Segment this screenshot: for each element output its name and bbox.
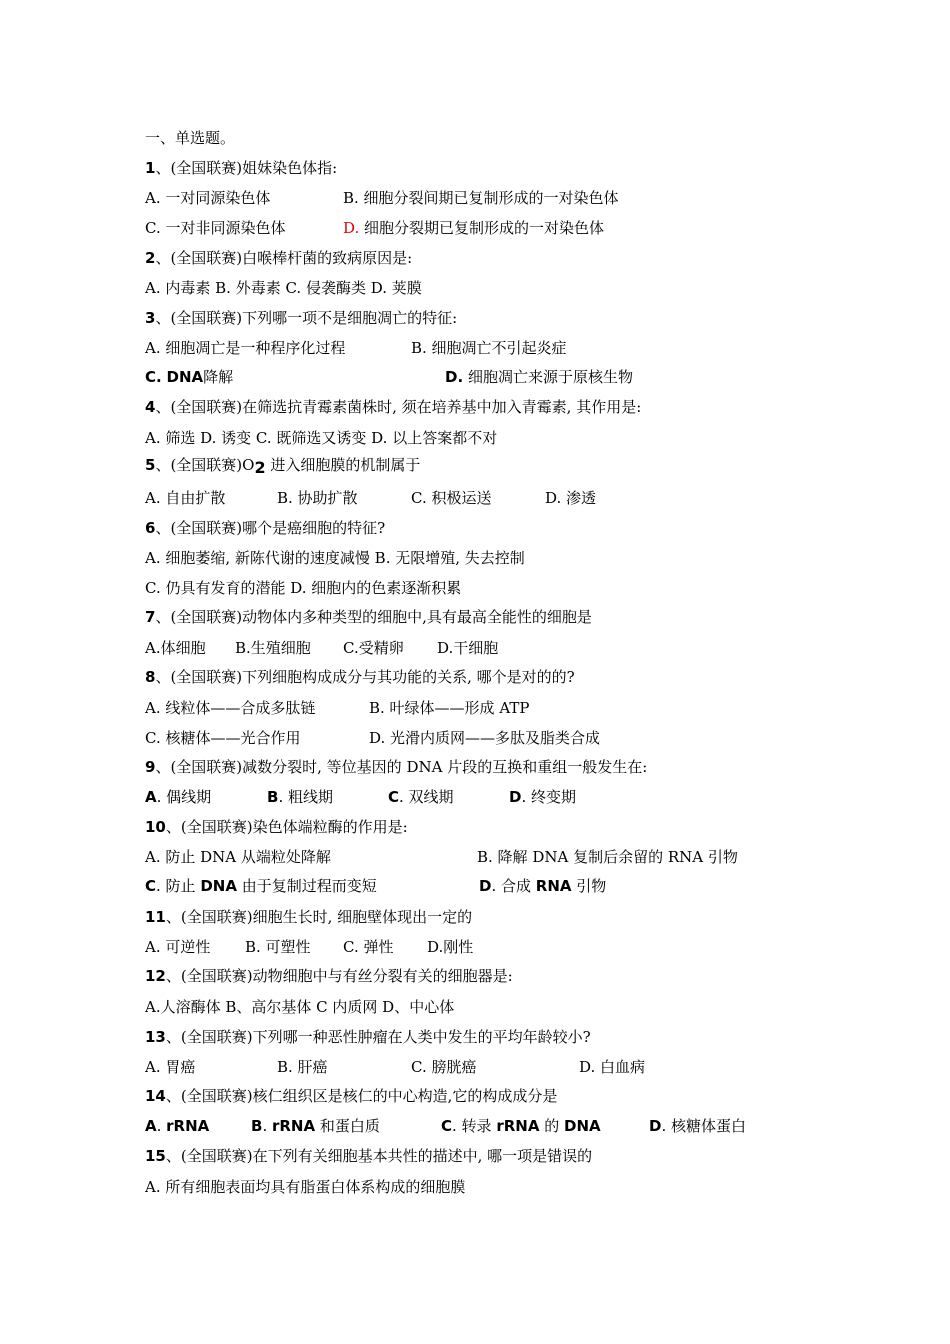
options-row bbox=[145, 937, 474, 957]
options-row bbox=[145, 488, 597, 508]
option-d-text-tail: 引物 bbox=[571, 877, 607, 895]
option-d-letter: D. bbox=[445, 368, 464, 386]
question-number: 8 bbox=[145, 668, 156, 686]
option-d: D. 光滑内质网——多肽及脂类合成 bbox=[369, 729, 601, 747]
question-8 bbox=[145, 667, 575, 687]
option-c-letter: C bbox=[388, 788, 400, 806]
options-row bbox=[145, 1057, 646, 1077]
option-c: C. 一对非同源染色体 bbox=[145, 219, 286, 237]
question-number: 5 bbox=[145, 456, 156, 474]
option-a: A. 胃癌 bbox=[145, 1058, 196, 1076]
option-d: D.干细胞 bbox=[437, 639, 499, 657]
question-text: 、(全国联赛)姐妹染色体指: bbox=[155, 159, 338, 177]
question-text: 、(全国联赛)细胞生长时, 细胞壁体现出一定的 bbox=[165, 908, 473, 926]
question-text: 、(全国联赛)在筛选抗青霉素菌株时, 须在培养基中加入青霉素, 其作用是: bbox=[155, 398, 642, 416]
option-d: D. 渗透 bbox=[545, 489, 597, 507]
question-text: 、(全国联赛)哪个是癌细胞的特征? bbox=[155, 519, 386, 537]
options-row bbox=[145, 1116, 746, 1136]
option-d-letter: D. bbox=[343, 219, 360, 237]
question-text: 、(全国联赛)下列哪一种恶性肿瘤在人类中发生的平均年龄较小? bbox=[165, 1028, 591, 1046]
question-5 bbox=[145, 455, 420, 475]
question-text: 、(全国联赛)下列细胞构成成分与其功能的关系, 哪个是对的的? bbox=[155, 668, 575, 686]
question-number: 14 bbox=[145, 1087, 166, 1105]
options-line: A. 筛选 D. 诱变 C. 既筛选又诱变 D. 以上答案都不对 bbox=[145, 429, 498, 447]
question-number: 4 bbox=[145, 398, 156, 416]
question-number: 1 bbox=[145, 159, 156, 177]
dna-label: DNA bbox=[564, 1117, 601, 1135]
option-d-text: 细胞分裂期已复制形成的一对染色体 bbox=[359, 219, 605, 237]
question-3 bbox=[145, 308, 457, 328]
option-c: C.受精卵 bbox=[343, 639, 404, 657]
option-c-text-mid: 的 bbox=[539, 1117, 564, 1135]
dna-label: DNA bbox=[166, 368, 204, 386]
options-row bbox=[145, 218, 605, 238]
question-4 bbox=[145, 397, 641, 417]
rrna-label: rRNA bbox=[166, 1117, 210, 1135]
option-a: A. 防止 DNA 从端粒处降解 bbox=[145, 848, 331, 866]
option-c-text: . 转录 bbox=[452, 1117, 497, 1135]
question-13 bbox=[145, 1027, 591, 1047]
option-d-letter: D bbox=[649, 1117, 662, 1135]
option-b: B. 细胞凋亡不引起炎症 bbox=[411, 339, 567, 357]
option-a: A. 所有细胞表面均具有脂蛋白体系构成的细胞膜 bbox=[145, 1178, 466, 1196]
question-2 bbox=[145, 248, 412, 268]
question-text: 、(全国联赛)染色体端粒酶的作用是: bbox=[165, 818, 408, 836]
question-number: 9 bbox=[145, 758, 156, 776]
options-row bbox=[145, 578, 461, 598]
question-1 bbox=[145, 158, 337, 178]
options-row bbox=[145, 428, 497, 448]
question-10 bbox=[145, 817, 408, 837]
question-6 bbox=[145, 518, 385, 538]
rrna-label: rRNA bbox=[271, 1117, 316, 1135]
question-number: 12 bbox=[145, 967, 166, 985]
question-15 bbox=[145, 1146, 592, 1166]
options-row bbox=[145, 728, 601, 748]
question-text: 、(全国联赛)核仁组织区是核仁的中心构造,它的构成成分是 bbox=[165, 1087, 558, 1105]
option-a-text: . 偶线期 bbox=[156, 788, 212, 806]
option-c: C. 弹性 bbox=[343, 938, 394, 956]
question-number: 3 bbox=[145, 309, 156, 327]
question-14 bbox=[145, 1086, 557, 1106]
option-c-letter: C. bbox=[145, 368, 162, 386]
question-text: 、(全国联赛)动物体内多种类型的细胞中,具有最高全能性的细胞是 bbox=[155, 608, 592, 626]
option-a: A. 线粒体——合成多肽链 bbox=[145, 699, 316, 717]
rrna-label: rRNA bbox=[496, 1117, 540, 1135]
question-7 bbox=[145, 607, 592, 627]
question-12 bbox=[145, 966, 513, 986]
options-row bbox=[145, 188, 619, 208]
option-b: B.生殖细胞 bbox=[235, 639, 311, 657]
option-a-letter: A bbox=[145, 788, 157, 806]
option-b-letter: B bbox=[251, 1117, 263, 1135]
options-row bbox=[145, 278, 422, 298]
option-a: A. 自由扩散 bbox=[145, 489, 226, 507]
options-row bbox=[145, 847, 738, 867]
question-text: 、(全国联赛)O bbox=[155, 456, 255, 474]
option-b: B. 降解 DNA 复制后余留的 RNA 引物 bbox=[477, 848, 738, 866]
option-a-sep: . bbox=[156, 1117, 167, 1135]
option-b-letter: B bbox=[267, 788, 279, 806]
question-11 bbox=[145, 907, 472, 927]
option-c-text: . 防止 bbox=[156, 877, 201, 895]
question-text-tail: 进入细胞膜的机制属于 bbox=[265, 456, 421, 474]
option-b: B. 协助扩散 bbox=[277, 489, 358, 507]
option-a: A. 细胞凋亡是一种程序化过程 bbox=[145, 339, 346, 357]
option-a: A. 可逆性 bbox=[145, 938, 211, 956]
question-text: 、(全国联赛)减数分裂时, 等位基因的 DNA 片段的互换和重组一般发生在: bbox=[155, 758, 648, 776]
option-d-text: . 核糖体蛋白 bbox=[661, 1117, 746, 1135]
question-number: 2 bbox=[145, 249, 156, 267]
option-c: C. 积极运送 bbox=[411, 489, 492, 507]
option-a-letter: A bbox=[145, 1117, 157, 1135]
option-d-letter: D bbox=[479, 877, 492, 895]
option-d-text: . 终变期 bbox=[521, 788, 576, 806]
option-b-text: 和蛋白质 bbox=[315, 1117, 380, 1135]
options-row bbox=[145, 698, 530, 718]
option-b: B. 可塑性 bbox=[245, 938, 311, 956]
options-row bbox=[145, 876, 607, 896]
options-row bbox=[145, 787, 576, 807]
question-number: 15 bbox=[145, 1147, 166, 1165]
option-a: A. 一对同源染色体 bbox=[145, 189, 271, 207]
option-c-text: 降解 bbox=[203, 368, 234, 386]
question-text: 、(全国联赛)白喉棒杆菌的致病原因是: bbox=[155, 249, 413, 267]
question-9 bbox=[145, 757, 647, 777]
option-d: D. 白血病 bbox=[579, 1058, 646, 1076]
question-number: 10 bbox=[145, 818, 166, 836]
options-row bbox=[145, 997, 454, 1017]
options-line: A. 细胞萎缩, 新陈代谢的速度减慢 B. 无限增殖, 失去控制 bbox=[145, 549, 525, 567]
options-row bbox=[145, 548, 525, 568]
option-c-text: . 双线期 bbox=[399, 788, 454, 806]
option-d-text: . 合成 bbox=[491, 877, 536, 895]
question-text: 、(全国联赛)下列哪一项不是细胞凋亡的特征: bbox=[155, 309, 458, 327]
option-b: B. 细胞分裂间期已复制形成的一对染色体 bbox=[343, 189, 619, 207]
option-b: B. 肝癌 bbox=[277, 1058, 328, 1076]
dna-label: DNA bbox=[200, 877, 237, 895]
options-row bbox=[145, 638, 499, 658]
option-c-text-tail: 由于复制过程而变短 bbox=[236, 877, 377, 895]
section-title: 一、单选题。 bbox=[145, 129, 236, 147]
question-number: 7 bbox=[145, 608, 156, 626]
question-text: 、(全国联赛)动物细胞中与有丝分裂有关的细胞器是: bbox=[165, 967, 513, 985]
options-row bbox=[145, 338, 567, 358]
option-d-letter: D bbox=[509, 788, 522, 806]
option-d: D.刚性 bbox=[427, 938, 474, 956]
option-c-letter: C bbox=[441, 1117, 453, 1135]
options-row bbox=[145, 1177, 465, 1197]
question-number: 6 bbox=[145, 519, 156, 537]
options-line: C. 仍具有发育的潜能 D. 细胞内的色素逐渐积累 bbox=[145, 579, 462, 597]
options-line: A.人溶酶体 B、高尔基体 C 内质网 D、中心体 bbox=[145, 998, 455, 1016]
option-a: A.体细胞 bbox=[145, 639, 206, 657]
rna-label: RNA bbox=[535, 877, 572, 895]
option-c: C. 膀胱癌 bbox=[411, 1058, 477, 1076]
option-b-sep: . bbox=[262, 1117, 272, 1135]
option-c-letter: C bbox=[145, 877, 157, 895]
option-c: C. 核糖体——光合作用 bbox=[145, 729, 301, 747]
question-number: 11 bbox=[145, 908, 166, 926]
subscript-2: 2 bbox=[254, 458, 266, 477]
options-line: A. 内毒素 B. 外毒素 C. 侵袭酶类 D. 荚膜 bbox=[145, 279, 422, 297]
option-b: B. 叶绿体——形成 ATP bbox=[369, 699, 530, 717]
option-d-text: 细胞凋亡来源于原核生物 bbox=[467, 368, 633, 386]
question-text: 、(全国联赛)在下列有关细胞基本共性的描述中, 哪一项是错误的 bbox=[165, 1147, 593, 1165]
options-row bbox=[145, 367, 633, 387]
option-b-text: . 粗线期 bbox=[278, 788, 333, 806]
question-number: 13 bbox=[145, 1028, 166, 1046]
